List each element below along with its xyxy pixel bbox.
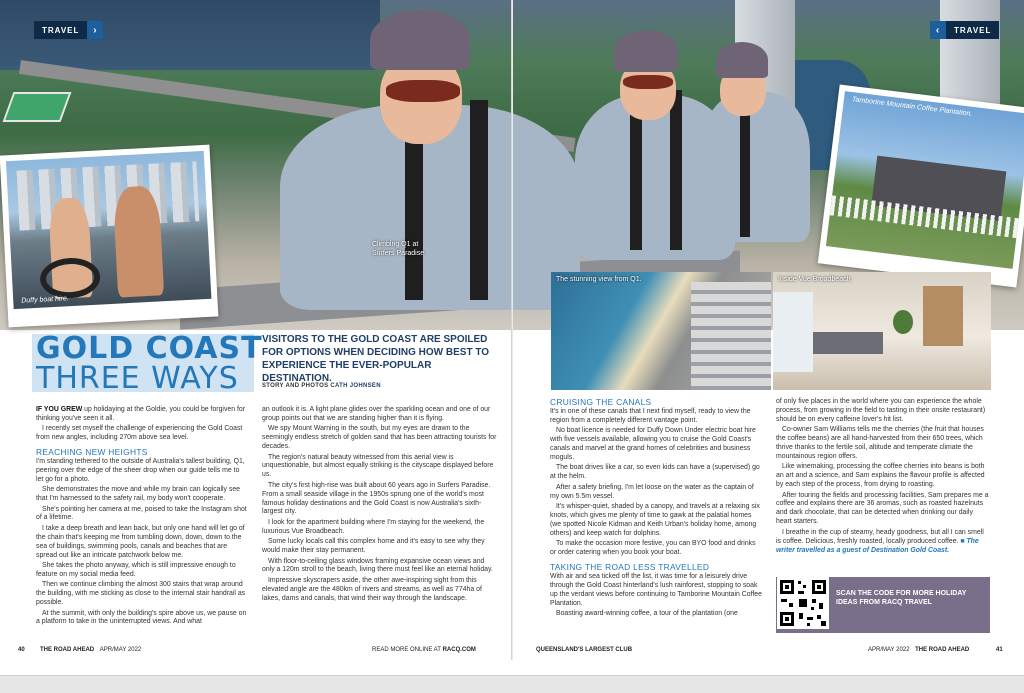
footer-magazine-name: THE ROAD AHEAD [915,647,970,653]
paragraph: an outlook it is. A light plane glides over the sparkling ocean and one of our group points out that we are standing higher than it is flying. [262,406,491,422]
paragraph: With floor-to-ceiling glass windows framing expansive ocean views and only a 120m stroll to the beach, living there must feel like an eternal holiday. [262,557,493,574]
footer-left-page-number: 40 [18,647,25,653]
byline-label: STORY AND PHOTOS [262,383,329,389]
footer-left-magazine [40,647,141,653]
hero-tennis-court [3,92,72,122]
view-buildings [691,282,771,390]
chevron-right-icon: › [87,21,103,39]
lead-in: IF YOU GREW [36,406,83,413]
caption-coffee: Tamborine Mountain Coffee Plantation. [851,96,973,118]
photo-vue-broadbeach [773,272,991,390]
paragraph: The city's first high-rise was built about 60 years ago in Surfers Paradise. From a small seaside village in the 1950s sprung one of the world's most famous holiday destinations and the Gold Coast is now Australia's sixth-largest city. [262,481,491,516]
paragraph: She demonstrates the move and while my brain can logically see that I'm harnessed to the safety rail, my body won't cooperate. [36,486,241,503]
headline-line-1: GOLD COAST [36,331,263,366]
footer-website[interactable]: RACQ.COM [442,647,476,653]
room-sofa [813,332,883,354]
paragraph: Like winemaking, processing the coffee cherries into beans is both an art and a science, and Sam explains the flavour profile is affected by each step of the process, from drying to roasting. [776,463,985,489]
paragraph: up holidaying at the Goldie, you could be forgiven for thinking you've seen it all. [36,406,246,422]
section-tag-label: TRAVEL [42,25,80,35]
article-column-3 [550,398,762,620]
room-shelves [923,286,963,346]
caption-climb: Climbing Q1 at Surfers Paradise. [372,241,427,257]
paragraph: Some lucky locals call this complex home and it's easy to see why they would make their stay permanent. [262,538,485,555]
caption-room: Inside Vue Broadbeach. [778,276,853,283]
paragraph: It's in one of these canals that I next find myself, ready to view the region from a completely different vantage point. [550,407,751,424]
caption-view: The stunning view from Q1. [556,276,642,283]
paragraph: I'm standing tethered to the outside of Australia's tallest building, Q1, peering over the edge of the sheer drop when our guide tells me to let go for a photo. [36,458,245,483]
writer-note: ■ The writer travelled as a guest of Destination Gold Coast. [776,537,979,554]
photo-view-from-q1 [551,272,771,390]
footer-right-page-number: 41 [996,647,1003,653]
footer-read-more [372,647,476,653]
paragraph: Impressive skyscrapers aside, the other awe-inspiring sight from this elevated angle are the 480km of rivers and streams, as well as 774ha of lakes, dams and canals, that wind their way through the landscape. [262,576,482,602]
subhead-road-less-travelled: TAKING THE ROAD LESS TRAVELLED [550,561,710,572]
photo-coffee-plantation [818,84,1024,287]
subhead-cruising: CRUISING THE CANALS [550,397,652,407]
photo-duffy-boat [0,145,218,328]
footer-club-tagline: QUEENSLAND'S LARGEST CLUB [536,647,633,653]
paragraph: Boasting award-winning coffee, a tour of the plantation (one [556,609,738,617]
article-column-2 [262,406,498,605]
footer-read-more-label: READ MORE ONLINE AT [372,647,441,653]
paragraph: At the summit, with only the building's spire above us, we pause on a platform to take in the uninterrupted views. And what [36,609,247,626]
room-window [773,292,813,372]
paragraph: I breathe in the cup of steamy, heady goodness, but all I can smell is coffee. Delicious, freshly roasted, locally produced coffee. [776,528,984,545]
headline-line-2: THREE WAYS [36,361,239,396]
paragraph: She's pointing her camera at me, poised to take the Instagram shot of a lifetime. [36,505,247,522]
standfirst: VISITORS TO THE GOLD COAST ARE SPOILED FOR OPTIONS WHEN DECIDING HOW BEST TO EXPERIENCE THE EVER-POPULAR DESTINATION. [262,334,490,384]
climber-third [700,42,820,242]
paragraph: I look for the apartment building where I'm staying for the weekend, the luxurious Vue Broadbeach. [262,518,485,535]
qr-code-icon[interactable] [777,577,829,629]
paragraph: The boat drives like a car, so even kids can have a (supervised) go at the helm. [550,464,760,481]
paragraph: Co-owner Sam Williams tells me the cherries (the fruit that houses the coffee beans) are all hand-harvested from their 650 trees, which thrive thanks to the fertile soil, altitude and temperate climate the mountainous region offers. [776,426,984,460]
article-column-4 [776,398,990,557]
paragraph: After touring the fields and processing facilities, Sam prepares me a coffee and explains there are 36 aromas, such as roasted hazelnuts and dark chocolate, that can be detected when drinking our daily heart starters. [776,491,989,526]
paragraph: I take a deep breath and lean back, but only one hand will let go of the chain that's keeping me from tumbling down, down, down to the sea of buildings, swimming pools, canals and beaches that are spread out like an intricate patchwork below me. [36,524,245,559]
footer-magazine-name: THE ROAD AHEAD [40,647,95,653]
footer-issue-date: APR/MAY 2022 [868,647,910,653]
paragraph: Then we continue climbing the almost 300 stairs that wrap around the building, with me sticking as close to the internal stair handrail as possible. [36,581,246,607]
caption-boat: Duffy boat hire. [21,295,69,305]
section-tag-right [930,21,999,39]
section-tag-label: TRAVEL [954,25,992,35]
paragraph: No boat licence is needed for Duffy Down Under electric boat hire with five vessels available, allowing you to cruise the Gold Coast's canals and marvel at the grand homes of celebrities and business moguls. [550,427,756,461]
chevron-left-icon: ‹ [930,21,946,39]
paragraph: We spy Mount Warning in the south, but my eyes are drawn to the seemingly endless stretch of golden sand that has been attracting tourists for decades. [262,425,497,451]
city-skyline [16,161,199,230]
room-plant [893,310,913,334]
promo-text: SCAN THE CODE FOR MORE HOLIDAY IDEAS FROM RACQ TRAVEL [836,590,967,606]
paragraph: To make the occasion more festive, you can BYO food and drinks or order catering when you book your boat. [550,540,756,556]
climber-main [270,10,590,310]
paragraph: With air and sea ticked off the list, it was time for a leisurely drive through the Gold Coast hinterland's lush rainforest, stopping to soak up the verdant views before continuing to Tamborine Mountain Coffee Plantation. [550,572,762,607]
footer-issue-date: APR/MAY 2022 [99,647,142,653]
footer-right-magazine [868,647,969,653]
paragraph: of only five places in the world where you can experience the whole process, from growing in the field to tasting in their onsite restaurant) should be on every caffeine lover's hit list. [776,398,986,423]
page-gutter [511,0,513,660]
viewer-bottom-bar [0,675,1024,693]
paragraph: It's whisper-quiet, shaded by a canopy, and travels at a relaxing six knots, which gives me plenty of time to gawk at the palatial homes (we spotted Nicole Kidman and Keith Urban's holiday home, among others) and keep watch for dolphins. [550,502,760,537]
paragraph: She takes the photo anyway, which is still impressive enough to feature on my social media feed. [36,562,236,578]
byline-name: CATH JOHNSEN [330,383,381,389]
paragraph: I recently set myself the challenge of experiencing the Gold Coast from new angles, including 270m above sea level. [36,425,243,442]
article-column-1 [36,406,248,629]
section-tag-left [34,21,103,39]
subhead-new-heights: REACHING NEW HEIGHTS [36,447,148,458]
paragraph: After a safety briefing, I'm let loose on the water as the captain of my own 5.5m vessel. [550,483,754,500]
paragraph: The region's natural beauty witnessed from this aerial view is unquestionable, but almost equally striking is the cityscape displayed before us. [262,453,494,479]
byline [262,383,381,389]
